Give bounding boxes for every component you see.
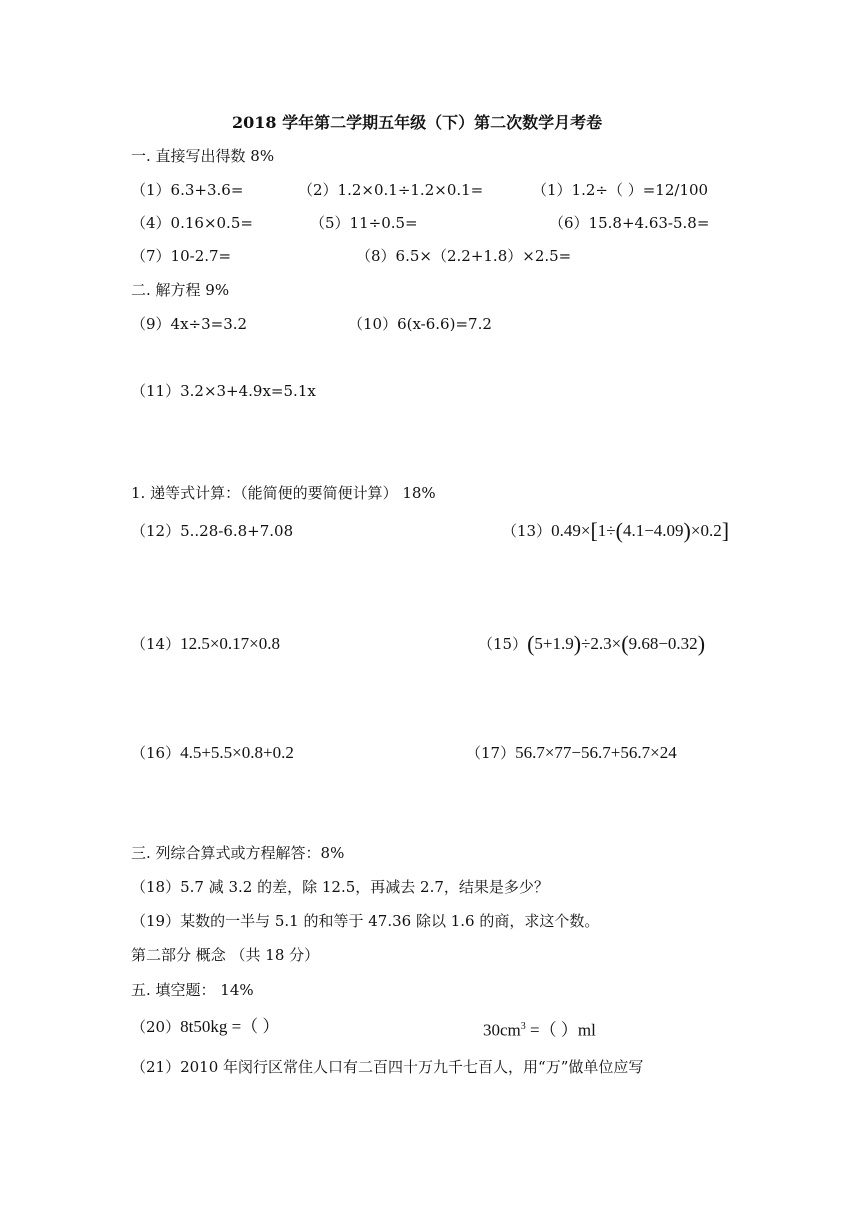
- question-9: （9）4x÷3=3.2: [131, 315, 248, 333]
- question-18: （18）5.7 减 3.2 的差，除 12.5，再减去 2.7，结果是多少？: [131, 878, 549, 896]
- exam-title: 2018 学年第二学期五年级（下）第二次数学月考卷: [232, 113, 603, 132]
- question-15-part-a: 5+1.9: [534, 634, 574, 653]
- question-14: [131, 634, 280, 654]
- question-8: （8）6.5×（2.2+1.8）×2.5=: [356, 247, 572, 265]
- question-20-volume: [483, 1017, 596, 1041]
- question-6: （6）15.8+4.63-5.8=: [549, 214, 710, 232]
- question-20-volume-unit: 30cm: [483, 1020, 521, 1040]
- question-15-part-b: ÷2.3×: [581, 634, 622, 653]
- question-17: [466, 743, 677, 763]
- question-16: [131, 743, 294, 763]
- question-17-number: （17）: [466, 744, 516, 762]
- question-13: （13）0.49×[1÷(4.1−4.09)×0.2]: [502, 518, 730, 543]
- question-5: （5）11÷0.5=: [310, 214, 418, 232]
- question-13-part-b: 1÷: [597, 521, 616, 540]
- question-14-number: （14）: [131, 635, 181, 653]
- question-2: （2）1.2×0.1÷1.2×0.1=: [298, 181, 484, 199]
- section-two-heading: 二. 解方程 9%: [131, 281, 230, 299]
- section-three-heading: 三. 列综合算式或方程解答：8%: [131, 844, 345, 862]
- question-17-expression: 56.7×77−56.7+56.7×24: [515, 743, 677, 762]
- question-19: （19）某数的一半与 5.1 的和等于 47.36 除以 1.6 的商，求这个数。: [131, 912, 600, 930]
- question-1: （1）6.3+3.6=: [131, 181, 244, 199]
- section-one-heading: 一. 直接写出得数 8%: [131, 147, 275, 165]
- question-11: （11）3.2×3+4.9x=5.1x: [131, 382, 316, 400]
- question-20-exponent: 3: [520, 1021, 526, 1032]
- question-7: （7）10-2.7=: [131, 247, 232, 265]
- question-16-number: （16）: [131, 744, 181, 762]
- question-15: （15）(5+1.9)÷2.3×(9.68−0.32): [478, 631, 706, 656]
- question-13-part-d: ×0.2: [690, 521, 722, 540]
- question-4: （4）0.16×0.5=: [131, 214, 253, 232]
- section-five-heading: 五. 填空题： 14%: [131, 981, 254, 999]
- question-14-expression: 12.5×0.17×0.8: [180, 634, 281, 653]
- question-21: （21）2010 年闵行区常住人口有二百四十万九千七百人，用“万”做单位应写: [131, 1058, 644, 1076]
- question-15-number: （15）: [478, 635, 528, 653]
- question-13-number: （13）: [502, 522, 552, 540]
- calc-section-heading: 1. 递等式计算：（能简便的要简便计算） 18%: [131, 484, 436, 502]
- question-15-part-c: 9.68−0.32: [628, 634, 698, 653]
- question-13-part-a: 0.49×: [551, 521, 591, 540]
- part-two-heading: 第二部分 概念 （共 18 分）: [131, 946, 320, 964]
- question-10: （10）6(x-6.6)=7.2: [348, 315, 492, 333]
- question-16-expression: 4.5+5.5×0.8+0.2: [180, 743, 294, 762]
- question-20-volume-answer: =（ ）ml: [525, 1020, 596, 1040]
- question-13-part-c: 4.1−4.09: [622, 521, 684, 540]
- question-12: （12）5..28-6.8+7.08: [131, 522, 294, 540]
- question-20: [131, 1017, 279, 1037]
- question-3: （1）1.2÷（ ）=12/100: [532, 181, 709, 199]
- question-20-part-a: 8t50kg =（ ）: [180, 1017, 280, 1036]
- question-20-number: （20）: [131, 1018, 181, 1036]
